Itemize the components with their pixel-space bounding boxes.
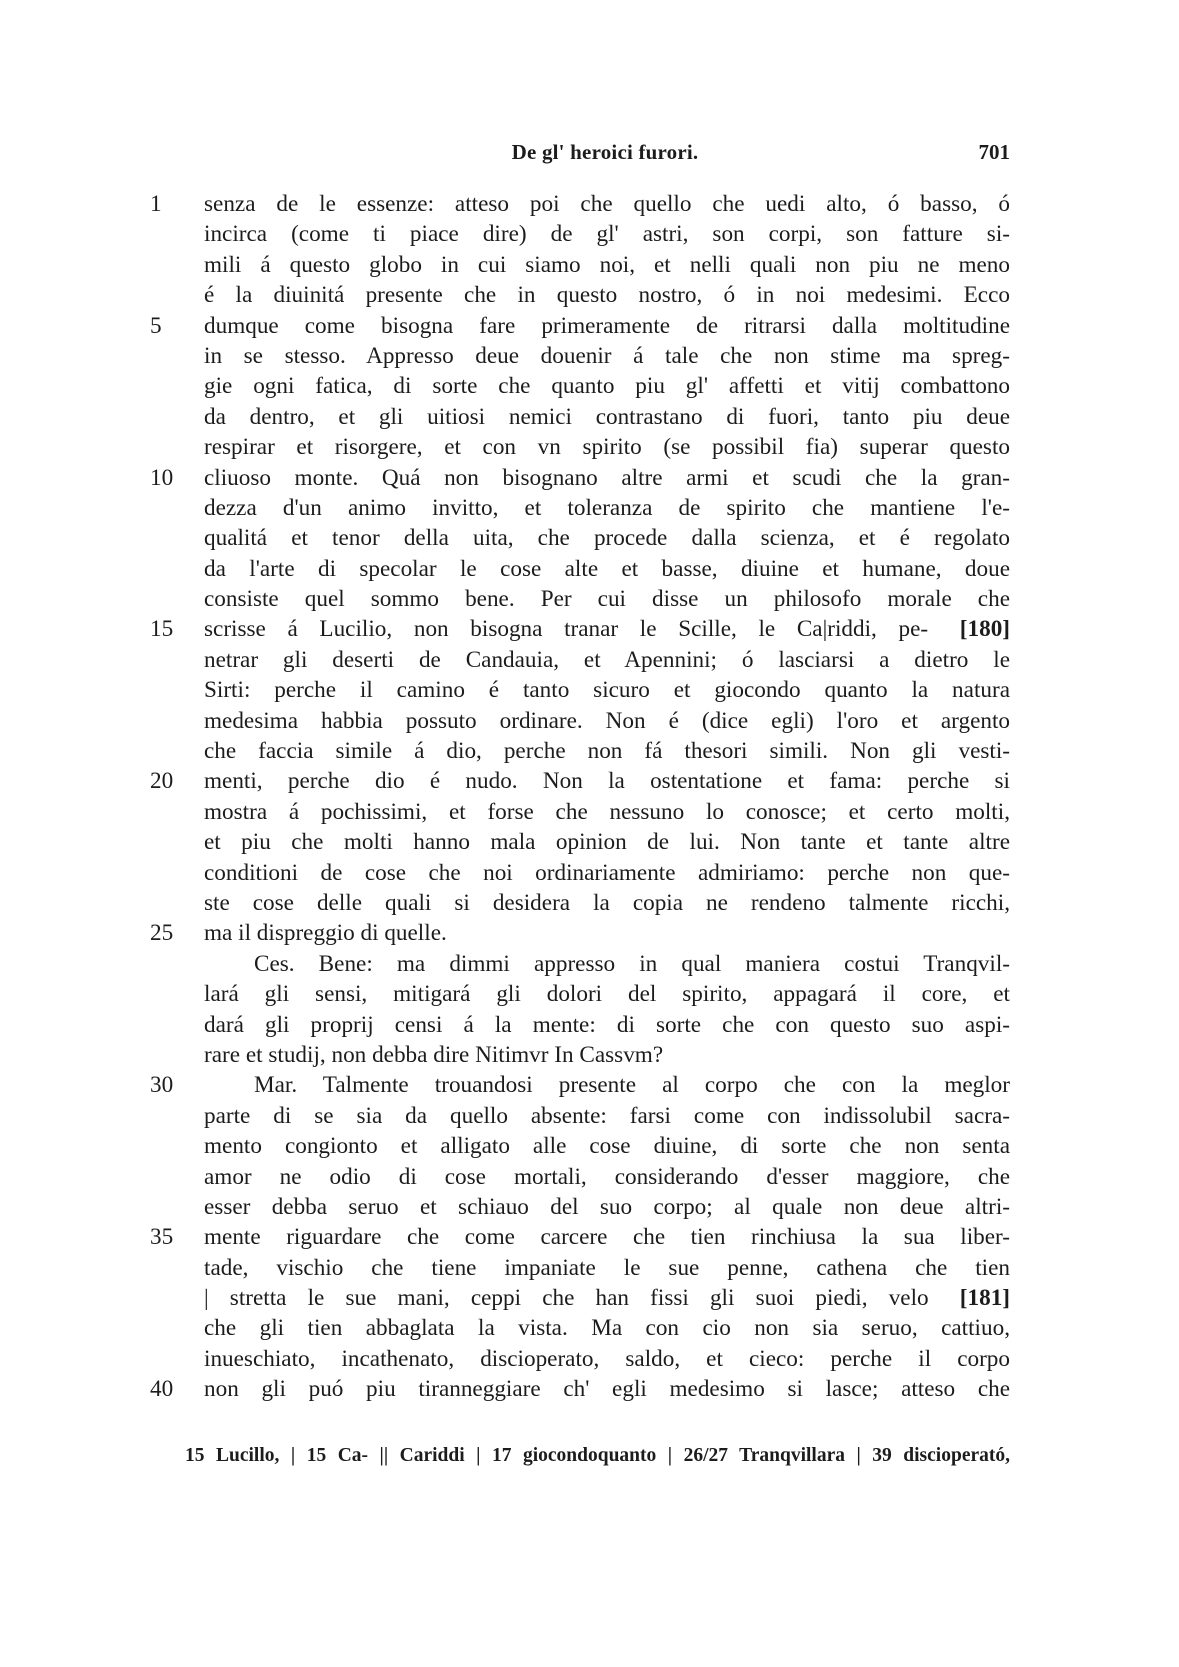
- line-content: in se stesso. Appresso deue douenir á tale che non stime ma spreg-: [204, 342, 1010, 369]
- text-line: [150, 706, 1010, 736]
- text-line: [150, 402, 1010, 432]
- text-line: [150, 1222, 1010, 1252]
- line-text: [204, 827, 1010, 857]
- line-content: non gli puó piu tiranneggiare ch' egli medesimo si lasce; atteso che: [204, 1376, 1010, 1403]
- line-content: senza de le essenze: atteso poi che quello che uedi alto, ó basso, ó: [204, 191, 1010, 217]
- text-line: [150, 371, 1010, 401]
- line-text: [254, 1070, 1010, 1100]
- line-content: scrisse á Lucilio, non bisogna tranar le Scille, le Ca|riddi, pe-: [204, 616, 929, 643]
- line-text: [204, 766, 1010, 796]
- text-line: [150, 858, 1010, 888]
- line-content: dará gli proprij censi á la mente: di sorte che con questo suo aspi-: [204, 1011, 1010, 1038]
- line-content: ste cose delle quali si desidera la copia ne rendeno talmente ricchi,: [204, 889, 1010, 916]
- line-text: [204, 219, 1010, 249]
- line-text: [204, 493, 1010, 523]
- text-line: [150, 736, 1010, 766]
- line-content: gie ogni fatica, di sorte che quanto piu gl' affetti et vitij combattono: [204, 373, 1010, 400]
- line-text: [204, 736, 1010, 766]
- line-text: [204, 280, 1010, 310]
- line-content: Sirti: perche il camino é tanto sicuro et giocondo quanto la natura: [204, 677, 1010, 704]
- line-content: parte di se sia da quello absente: farsi come con indissolubil sacra-: [204, 1102, 1010, 1129]
- text-line: [150, 1040, 1010, 1070]
- text-line: [150, 1101, 1010, 1131]
- text-line: [150, 463, 1010, 493]
- line-content: conditioni de cose che noi ordinariamente admiriamo: perche non que-: [204, 859, 1010, 886]
- line-content: incirca (come ti piace dire) de gl' astri, son corpi, son fatture si-: [204, 221, 1010, 248]
- text-line: [150, 918, 1010, 948]
- line-text: [204, 1222, 1010, 1252]
- line-content: rare et studij, non debba dire Nitimvr In Cassvm?: [204, 1041, 664, 1068]
- text-line: [150, 827, 1010, 857]
- line-content: qualitá et tenor della uita, che procede dalla scienza, et é regolato: [204, 525, 1010, 552]
- line-text: [204, 918, 1010, 948]
- line-text: [204, 1162, 1010, 1192]
- page-number: 701: [978, 140, 1010, 164]
- line-content: amor ne odio di cose mortali, considerando d'esser maggiore, che: [204, 1163, 1010, 1190]
- line-text: [204, 523, 1010, 553]
- line-text: [204, 1101, 1010, 1131]
- line-content: netrar gli deserti de Candauia, et Apennini; ó lasciarsi a dietro le: [204, 646, 1010, 673]
- line-text: [204, 584, 1010, 614]
- line-content: menti, perche dio é nudo. Non la ostentatione et fama: perche si: [204, 768, 1010, 795]
- text-line: [150, 1010, 1010, 1040]
- page-marker: [181]: [959, 1285, 1010, 1312]
- line-content: tade, vischio che tiene impaniate le sue penne, cathena che tien: [204, 1254, 1010, 1281]
- line-content: dezza d'un animo invitto, et toleranza de spirito che mantiene l'e-: [204, 494, 1010, 521]
- text-line: [150, 1374, 1010, 1404]
- line-number: 30: [150, 1072, 174, 1099]
- text-line: [150, 675, 1010, 705]
- line-number: 40: [150, 1376, 174, 1403]
- line-text: [204, 432, 1010, 462]
- line-text: [204, 1374, 1010, 1404]
- text-line: [150, 584, 1010, 614]
- text-line: [150, 1253, 1010, 1283]
- line-text: [204, 1040, 1010, 1070]
- line-text: [204, 311, 1010, 341]
- line-text: [204, 371, 1010, 401]
- text-line: [150, 1131, 1010, 1161]
- line-content: cliuoso monte. Quá non bisognano altre armi et scudi che la gran-: [204, 464, 1010, 491]
- line-text: [204, 888, 1010, 918]
- line-text: [204, 189, 1010, 219]
- line-number: 20: [150, 768, 174, 795]
- line-text: [204, 858, 1010, 888]
- line-content: medesima habbia possuto ordinare. Non é (dice egli) l'oro et argento: [204, 707, 1010, 734]
- line-content: lará gli sensi, mitigará gli dolori del spirito, appagará il core, et: [204, 981, 1010, 1008]
- line-text: [204, 645, 1010, 675]
- page-marker: [180]: [959, 616, 1010, 643]
- line-content: da l'arte di specolar le cose alte et basse, diuine et humane, doue: [204, 555, 1010, 582]
- line-number: 5: [150, 312, 162, 339]
- line-text: [204, 402, 1010, 432]
- text-line: [150, 523, 1010, 553]
- text-line: [150, 493, 1010, 523]
- line-content: mostra á pochissimi, et forse che nessuno lo conosce; et certo molti,: [204, 798, 1010, 825]
- text-line: [150, 766, 1010, 796]
- line-text: [204, 706, 1010, 736]
- text-line: [150, 1344, 1010, 1374]
- text-line: [150, 979, 1010, 1009]
- line-content: da dentro, et gli uitiosi nemici contrastano di fuori, tanto piu deue: [204, 403, 1010, 430]
- line-content: ma il dispreggio di quelle.: [204, 920, 447, 947]
- line-text: [204, 1010, 1010, 1040]
- text-line: [150, 949, 1010, 979]
- text-line: [150, 280, 1010, 310]
- text-line: [150, 432, 1010, 462]
- line-content: consiste quel sommo bene. Per cui disse un philosofo morale che: [204, 586, 1010, 613]
- footnotes: 15 Lucillo, | 15 Ca- || Cariddi | 17 giocondoquanto | 26/27 Tranqvillara | 39 discioperató,: [185, 1445, 1010, 1466]
- line-content: et piu che molti hanno mala opinion de lui. Non tante et tante altre: [204, 829, 1010, 856]
- line-number: 35: [150, 1224, 174, 1251]
- text-line: [150, 1162, 1010, 1192]
- line-number: 10: [150, 464, 174, 491]
- line-text: [204, 1253, 1010, 1283]
- line-text: [204, 1192, 1010, 1222]
- line-content: inueschiato, incathenato, discioperato, saldo, et cieco: perche il corpo: [204, 1345, 1010, 1372]
- line-text: [204, 463, 1010, 493]
- line-content: che faccia simile á dio, perche non fá thesori simili. Non gli vesti-: [204, 738, 1010, 765]
- text-line: [150, 645, 1010, 675]
- text-line: [150, 341, 1010, 371]
- line-text: [204, 1344, 1010, 1374]
- text-line: [150, 1192, 1010, 1222]
- text-line: [150, 189, 1010, 219]
- line-content: | stretta le sue mani, ceppi che han fissi gli suoi piedi, velo: [204, 1285, 929, 1312]
- text-line: [150, 888, 1010, 918]
- line-number: 25: [150, 920, 174, 947]
- line-content: Mar. Talmente trouandosi presente al corpo che con la meglor: [254, 1072, 1010, 1099]
- line-text: [204, 554, 1010, 584]
- line-content: dumque come bisogna fare primeramente de ritrarsi dalla moltitudine: [204, 312, 1010, 339]
- text-line: [150, 797, 1010, 827]
- text-line: [150, 614, 1010, 644]
- line-text: [204, 614, 1010, 644]
- line-number: 1: [150, 191, 162, 217]
- line-content: Ces. Bene: ma dimmi appresso in qual maniera costui Tranqvil-: [254, 950, 1010, 977]
- line-text: [254, 949, 1010, 979]
- text-line: [150, 311, 1010, 341]
- line-text: [204, 1283, 1010, 1313]
- line-text: [204, 675, 1010, 705]
- text-line: [150, 1283, 1010, 1313]
- line-text: [204, 979, 1010, 1009]
- line-content: mili á questo globo in cui siamo noi, et nelli quali non piu ne meno: [204, 251, 1010, 278]
- body-text: [150, 189, 1010, 1405]
- line-number: 15: [150, 616, 174, 643]
- line-content: mento congionto et alligato alle cose diuine, di sorte che non senta: [204, 1133, 1010, 1160]
- page-header: [200, 140, 1010, 170]
- line-content: che gli tien abbaglata la vista. Ma con cio non sia seruo, cattiuo,: [204, 1315, 1010, 1342]
- line-text: [204, 797, 1010, 827]
- line-text: [204, 341, 1010, 371]
- text-line: [150, 1070, 1010, 1100]
- line-content: mente riguardare che come carcere che tien rinchiusa la sua liber-: [204, 1224, 1010, 1251]
- text-line: [150, 250, 1010, 280]
- line-text: [204, 1313, 1010, 1343]
- line-content: é la diuinitá presente che in questo nostro, ó in noi medesimi. Ecco: [204, 282, 1010, 309]
- text-line: [150, 219, 1010, 249]
- text-line: [150, 1313, 1010, 1343]
- text-line: [150, 554, 1010, 584]
- line-content: respirar et risorgere, et con vn spirito (se possibil fia) superar questo: [204, 434, 1010, 461]
- line-text: [204, 1131, 1010, 1161]
- line-content: esser debba seruo et schiauo del suo corpo; al quale non deue altri-: [204, 1193, 1010, 1220]
- line-text: [204, 250, 1010, 280]
- running-head: De gl' heroici furori.: [511, 140, 699, 164]
